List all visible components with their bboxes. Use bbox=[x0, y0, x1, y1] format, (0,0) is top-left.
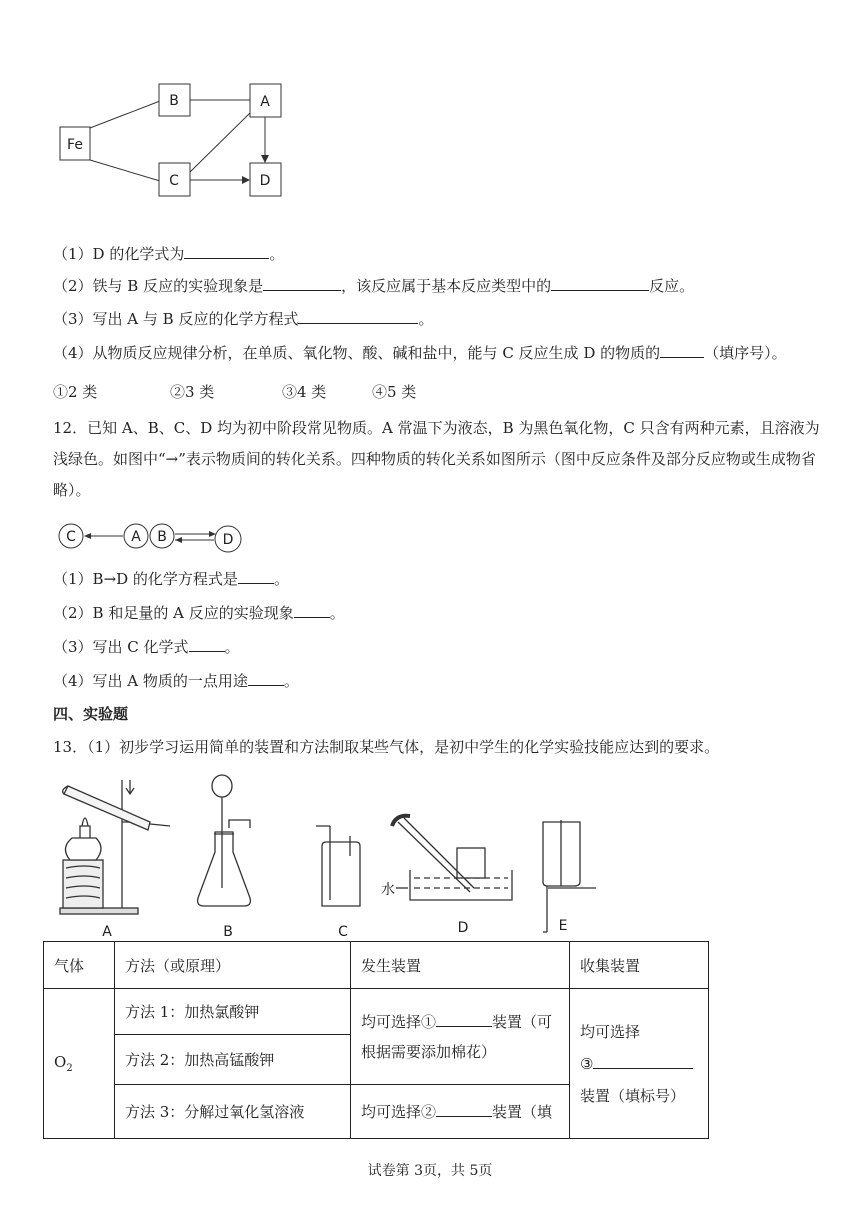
header-generator: 发生装置 bbox=[351, 942, 570, 989]
collector-choice: 均可选择 ③ 装置（填标号） bbox=[570, 989, 709, 1139]
q13-intro: 13．（1）初步学习运用简单的装置和方法制取某些气体，是初中学生的化学实验技能应达到的要求。 bbox=[53, 738, 720, 756]
q12-part1: （1）B→D 的化学方程式是 。 bbox=[53, 570, 289, 588]
node-d: D bbox=[259, 173, 271, 189]
q12-node-b: B bbox=[157, 529, 167, 545]
apparatus-illustration bbox=[0, 760, 860, 940]
apparatus-label-c: C bbox=[338, 924, 348, 940]
q12-node-c: C bbox=[66, 529, 76, 545]
method-2: 方法 2：加热高锰酸钾 bbox=[115, 1035, 351, 1085]
gas-o2: $O_2$ bbox=[44, 989, 115, 1139]
node-fe: Fe bbox=[67, 137, 83, 153]
generator-choice-2: 均可选择② 装置（填 bbox=[351, 1085, 570, 1139]
q11-part2: （2）铁与 B 反应的实验现象是 ，该反应属于基本反应类型中的 反应。 bbox=[53, 277, 695, 295]
q12-node-d: D bbox=[222, 532, 234, 548]
header-gas: 气体 bbox=[44, 942, 115, 989]
experiment-table bbox=[43, 941, 709, 1139]
reaction-diagram-1 bbox=[0, 0, 860, 230]
q11-option-2: ②3 类 bbox=[170, 383, 215, 401]
q11-option-4: ④5 类 bbox=[372, 383, 417, 401]
q12-node-a: A bbox=[131, 529, 141, 545]
q12-part2: （2）B 和足量的 A 反应的实验现象 。 bbox=[53, 604, 345, 622]
q11-part4: （4）从物质反应规律分析，在单质、氧化物、酸、碱和盐中，能与 C 反应生成 D 的物质的 （填序号）。 bbox=[53, 344, 787, 362]
generator-choice-1: 均可选择① 装置（可 根据需要添加棉花） bbox=[351, 989, 570, 1085]
q12-part4: （4）写出 A 物质的一点用途 。 bbox=[53, 672, 299, 690]
apparatus-label-a: A bbox=[102, 924, 112, 940]
apparatus-label-d: D bbox=[457, 920, 469, 936]
q11-option-3: ③4 类 bbox=[282, 383, 327, 401]
node-c: C bbox=[169, 173, 179, 189]
method-1: 方法 1：加热氯酸钾 bbox=[115, 989, 351, 1035]
q11-option-1: ①2 类 bbox=[53, 383, 98, 401]
apparatus-label-b: B bbox=[223, 924, 233, 940]
q11-part3: （3）写出 A 与 B 反应的化学方程式 。 bbox=[53, 310, 434, 328]
q12-part3: （3）写出 C 化学式 。 bbox=[53, 638, 240, 656]
method-3: 方法 3：分解过氧化氢溶液 bbox=[115, 1085, 351, 1139]
q12-intro: 12．已知 A、B、C、D 均为初中阶段常见物质。A 常温下为液态，B 为黑色氧化物，C 只含有两种元素，且溶液为浅绿色。如图中“→”表示物质间的转化关系。四种物质的转化关系如图所示（图中反应条件及部分反应物或生成物省略）。 bbox=[53, 419, 820, 499]
node-a: A bbox=[260, 94, 270, 110]
page-footer: 试卷第 3页，共 5页 bbox=[367, 1163, 493, 1179]
header-collector: 收集装置 bbox=[570, 942, 709, 989]
water-label: 水 bbox=[381, 882, 395, 898]
q11-part1: （1）D 的化学式为 。 bbox=[53, 245, 285, 263]
reaction-diagram-2 bbox=[0, 518, 260, 558]
section-heading: 四、实验题 bbox=[53, 705, 129, 723]
node-b: B bbox=[169, 93, 179, 109]
apparatus-label-e: E bbox=[558, 918, 568, 934]
header-method: 方法（或原理） bbox=[115, 942, 351, 989]
